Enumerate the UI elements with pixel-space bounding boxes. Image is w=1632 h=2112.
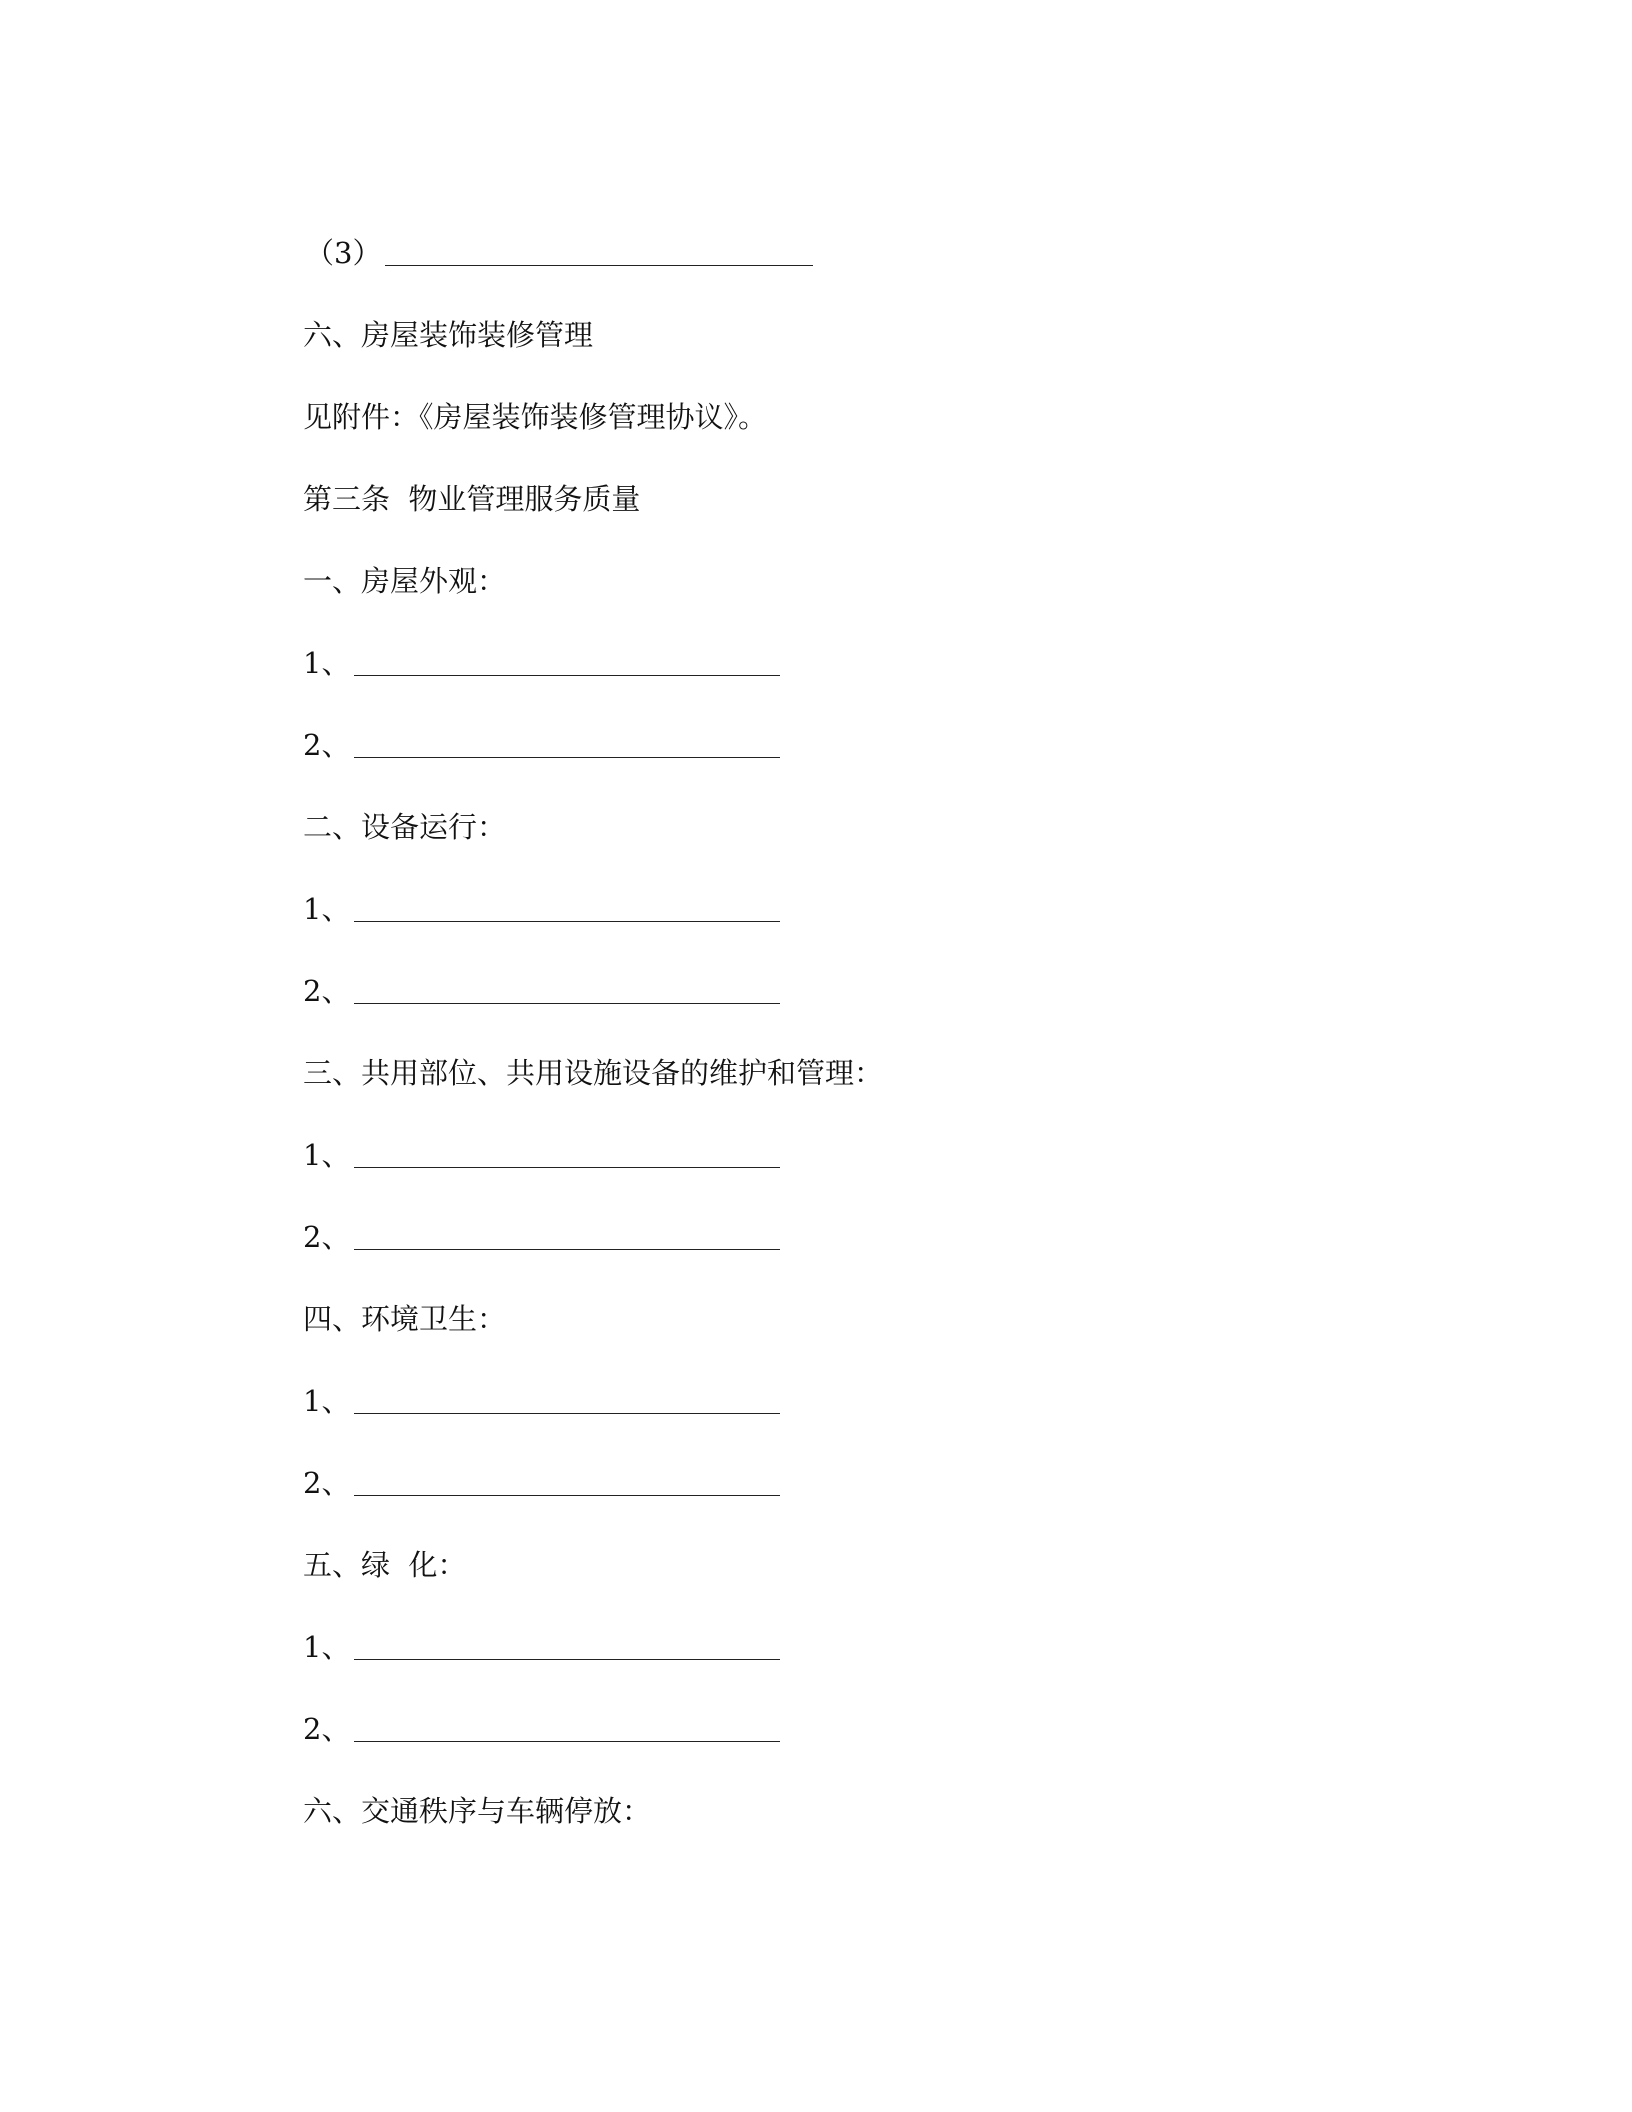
fill-in-blank <box>354 1717 780 1742</box>
quality-item-5-sub-1 <box>303 1627 780 1667</box>
item-3-label: （3） <box>305 236 382 270</box>
quality-item-4-sub-1 <box>303 1381 780 1421</box>
sub-item-label: 1、 <box>303 1138 351 1172</box>
quality-item-5-sub-2 <box>303 1709 780 1749</box>
quality-item-2-heading <box>303 807 506 847</box>
section-6-heading-text: 六、房屋装饰装修管理 <box>303 318 594 352</box>
fill-in-blank <box>354 651 780 676</box>
quality-item-6-heading <box>303 1791 651 1831</box>
quality-item-5-heading-text: 五、绿 化： <box>303 1548 467 1582</box>
quality-item-1-heading <box>303 561 506 601</box>
quality-item-4-sub-2 <box>303 1463 780 1503</box>
sub-item-label: 2、 <box>303 1712 351 1746</box>
attachment-reference <box>303 397 767 437</box>
sub-item-label: 2、 <box>303 728 351 762</box>
fill-in-blank <box>354 897 780 922</box>
quality-item-2-sub-2 <box>303 971 780 1011</box>
section-6-heading <box>303 315 593 355</box>
sub-item-label: 1、 <box>303 1630 351 1664</box>
quality-item-2-heading-text: 二、设备运行： <box>303 810 507 844</box>
fill-in-blank <box>354 1225 780 1250</box>
fill-in-blank <box>354 1635 780 1660</box>
article-3-heading-text: 第三条 物业管理服务质量 <box>303 482 641 516</box>
sub-item-label: 1、 <box>303 646 351 680</box>
quality-item-4-heading-text: 四、环境卫生： <box>303 1302 507 1336</box>
fill-in-blank <box>354 1143 780 1168</box>
fill-in-blank <box>354 733 780 758</box>
quality-item-2-sub-1 <box>303 889 780 929</box>
item-3-line <box>305 233 813 273</box>
fill-in-blank <box>385 241 813 266</box>
quality-item-3-heading <box>303 1053 883 1093</box>
quality-item-1-heading-text: 一、房屋外观： <box>303 564 507 598</box>
fill-in-blank <box>354 1471 780 1496</box>
quality-item-6-heading-text: 六、交通秩序与车辆停放： <box>303 1794 652 1828</box>
article-3-heading <box>303 479 640 519</box>
fill-in-blank <box>354 1389 780 1414</box>
quality-item-1-sub-1 <box>303 643 780 683</box>
quality-item-1-sub-2 <box>303 725 780 765</box>
quality-item-5-heading <box>303 1545 466 1585</box>
sub-item-label: 2、 <box>303 974 351 1008</box>
fill-in-blank <box>354 979 780 1004</box>
attachment-reference-text: 见附件：《房屋装饰装修管理协议》。 <box>303 400 768 434</box>
sub-item-label: 2、 <box>303 1220 351 1254</box>
quality-item-3-sub-2 <box>303 1217 780 1257</box>
quality-item-3-heading-text: 三、共用部位、共用设施设备的维护和管理： <box>303 1056 884 1090</box>
sub-item-label: 1、 <box>303 1384 351 1418</box>
sub-item-label: 2、 <box>303 1466 351 1500</box>
quality-item-4-heading <box>303 1299 506 1339</box>
sub-item-label: 1、 <box>303 892 351 926</box>
quality-item-3-sub-1 <box>303 1135 780 1175</box>
